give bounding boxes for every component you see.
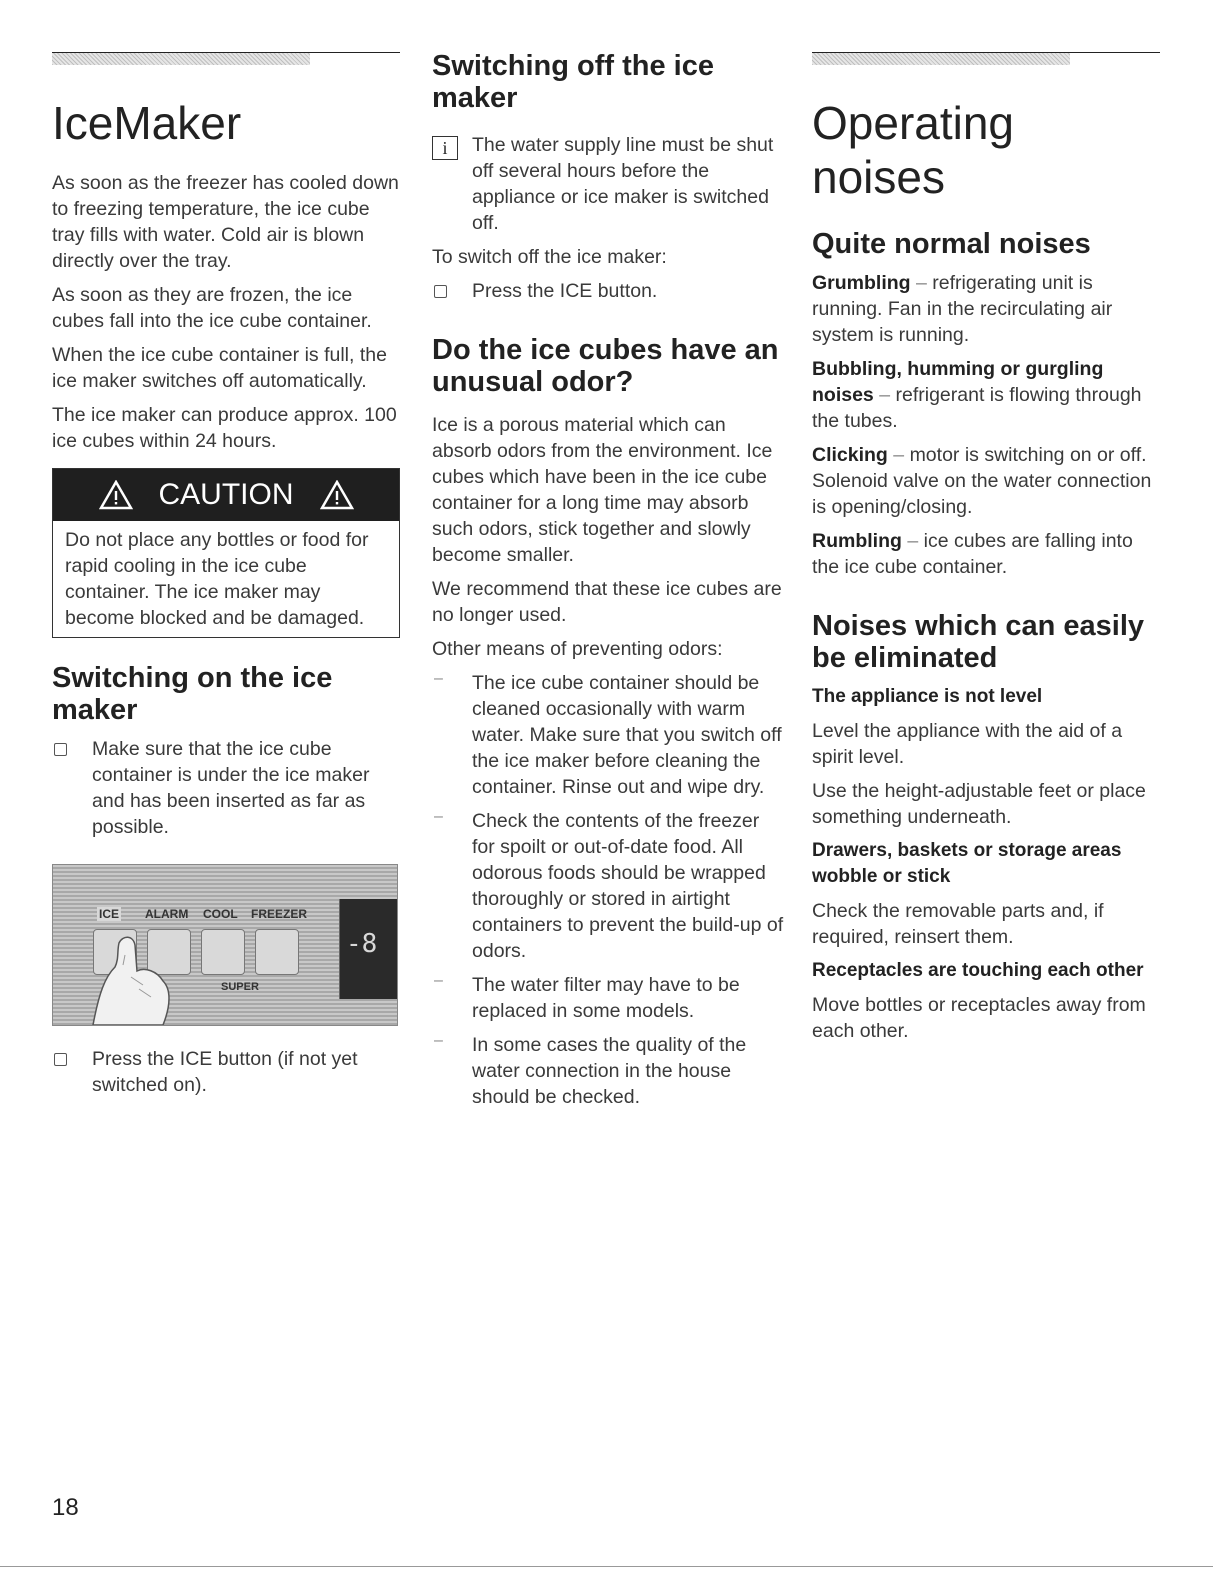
dash-marker: – — [434, 670, 443, 687]
checkbox-bullet-icon — [54, 743, 67, 756]
odor-item-4-text: In some cases the quality of the water connection in the house should be checked. — [472, 1034, 747, 1108]
noise-description: motor is switching on or off. Solenoid valve on the water connection is opening/closing. — [812, 444, 1152, 518]
panel-label-super: SUPER — [221, 981, 259, 993]
caution-box — [52, 468, 400, 638]
eliminated-noises-heading: Noises which can easily be eliminated — [812, 610, 1145, 674]
panel-display-digits: -8 — [346, 929, 378, 959]
intro-paragraph-4: The ice maker can produce approx. 100 ice cubes within 24 hours. — [52, 404, 397, 452]
noise-term: Bubbling, humming or gurgling noises — [812, 358, 1104, 406]
intro-paragraph-1: As soon as the freezer has cooled down to freezing temperature, the ice cube tray fills with water. Cold air is blown directly over the tray. — [52, 172, 399, 272]
column-switch-off-odor — [432, 0, 784, 1110]
panel-label-cool: COOL — [203, 907, 238, 921]
checkbox-bullet-icon — [434, 285, 447, 298]
odor-item-3 — [432, 972, 784, 1024]
not-level-heading: The appliance is not level — [812, 686, 1043, 707]
odor-item-4 — [432, 1032, 784, 1110]
checkbox-bullet-icon — [54, 1053, 67, 1066]
dash-marker: – — [434, 808, 443, 825]
noise-item-4 — [812, 528, 1160, 580]
noise-term: Clicking — [812, 444, 888, 466]
odor-item-1 — [432, 670, 784, 800]
intro-paragraph-2: As soon as they are frozen, the ice cubes fall into the ice cube container. — [52, 284, 372, 332]
dash-separator: – — [893, 444, 905, 466]
column-operating-noises — [812, 0, 1160, 1044]
odor-item-3-text: The water filter may have to be replaced in some models. — [472, 974, 740, 1022]
caution-header — [53, 469, 399, 521]
footer-rule — [0, 1566, 1213, 1567]
not-level-paragraph-2: Use the height-adjustable feet or place something underneath. — [812, 780, 1146, 828]
noise-description: refrigerating unit is running. Fan in the recirculating air system is running. — [812, 272, 1113, 346]
info-icon: i — [432, 136, 458, 160]
noise-term: Rumbling — [812, 530, 902, 552]
caution-title: CAUTION — [158, 478, 294, 511]
drawers-paragraph: Check the removable parts and, if required, reinsert them. — [812, 900, 1104, 948]
noise-description: refrigerant is flowing through the tubes. — [812, 384, 1142, 432]
panel-label-freezer: FREEZER — [251, 907, 308, 921]
switching-on-heading: Switching on the ice maker — [52, 662, 333, 726]
switch-off-step — [432, 278, 784, 304]
odor-paragraph-2: We recommend that these ice cubes are no longer used. — [432, 578, 782, 626]
switch-on-step-2 — [52, 1046, 400, 1098]
odor-paragraph-1: Ice is a porous material which can absorb odors from the environment. Ice cubes which have been in the ice cube container for a long time may absorb such odors, stick together and slowly become smaller. — [432, 414, 773, 566]
panel-label-alarm: ALARM — [145, 907, 189, 921]
odor-item-1-text: The ice cube container should be cleaned occasionally with warm water. Make sure that you switch off the ice maker before cleaning the container. Rinse out and wipe dry. — [472, 672, 782, 798]
switch-off-intro: To switch off the ice maker: — [432, 246, 667, 268]
noise-item-1 — [812, 270, 1160, 348]
odor-item-2-text: Check the contents of the freezer for spoilt or out-of-date food. All odorous foods should be wrapped thoroughly or stored in airtight containers to prevent the build-up of odors. — [472, 810, 784, 962]
switch-on-step-2-text: Press the ICE button (if not yet switched on). — [92, 1048, 358, 1096]
switch-on-step-1-text: Make sure that the ice cube container is under the ice maker and has been inserted as far as possible. — [92, 738, 370, 838]
column-icemaker — [52, 0, 400, 1098]
icemaker-title: IceMaker — [52, 97, 242, 149]
warning-triangle-icon — [320, 480, 354, 510]
switch-off-step-text: Press the ICE button. — [472, 280, 658, 302]
not-level-paragraph-1: Level the appliance with the aid of a spirit level. — [812, 720, 1123, 768]
info-note — [432, 132, 784, 236]
receptacles-heading: Receptacles are touching each other — [812, 960, 1144, 981]
page-number: 18 — [52, 1494, 79, 1521]
odor-paragraph-3: Other means of preventing odors: — [432, 638, 723, 660]
odor-item-2 — [432, 808, 784, 964]
normal-noises-heading: Quite normal noises — [812, 228, 1091, 260]
dash-separator: – — [916, 272, 927, 294]
noise-term: Grumbling — [812, 272, 911, 294]
panel-label-ice: ICE — [99, 907, 120, 921]
dash-separator: – — [879, 384, 891, 406]
receptacles-paragraph: Move bottles or receptacles away from each other. — [812, 994, 1146, 1042]
caution-text: Do not place any bottles or food for rapid cooling in the ice cube container. The ice maker may become blocked and be damaged. — [65, 529, 369, 629]
noise-description: ice cubes are falling into the ice cube container. — [812, 530, 1133, 578]
control-panel-photo — [52, 864, 398, 1026]
switching-off-heading: Switching off the ice maker — [432, 50, 714, 114]
noise-item-3 — [812, 442, 1160, 520]
odor-heading: Do the ice cubes have an unusual odor? — [432, 334, 779, 398]
operating-noises-title: Operating noises — [812, 97, 1015, 203]
noise-item-2 — [812, 356, 1160, 434]
dash-separator: – — [907, 530, 919, 552]
hand-pressing-icon — [53, 865, 397, 1025]
info-note-text: The water supply line must be shut off several hours before the appliance or ice maker is switched off. — [472, 134, 774, 234]
dash-marker: – — [434, 1032, 443, 1049]
warning-triangle-icon — [99, 480, 133, 510]
switch-on-step-1 — [52, 736, 400, 840]
drawers-heading: Drawers, baskets or storage areas wobble or stick — [812, 840, 1122, 887]
dash-marker: – — [434, 972, 443, 989]
intro-paragraph-3: When the ice cube container is full, the ice maker switches off automatically. — [52, 344, 387, 392]
